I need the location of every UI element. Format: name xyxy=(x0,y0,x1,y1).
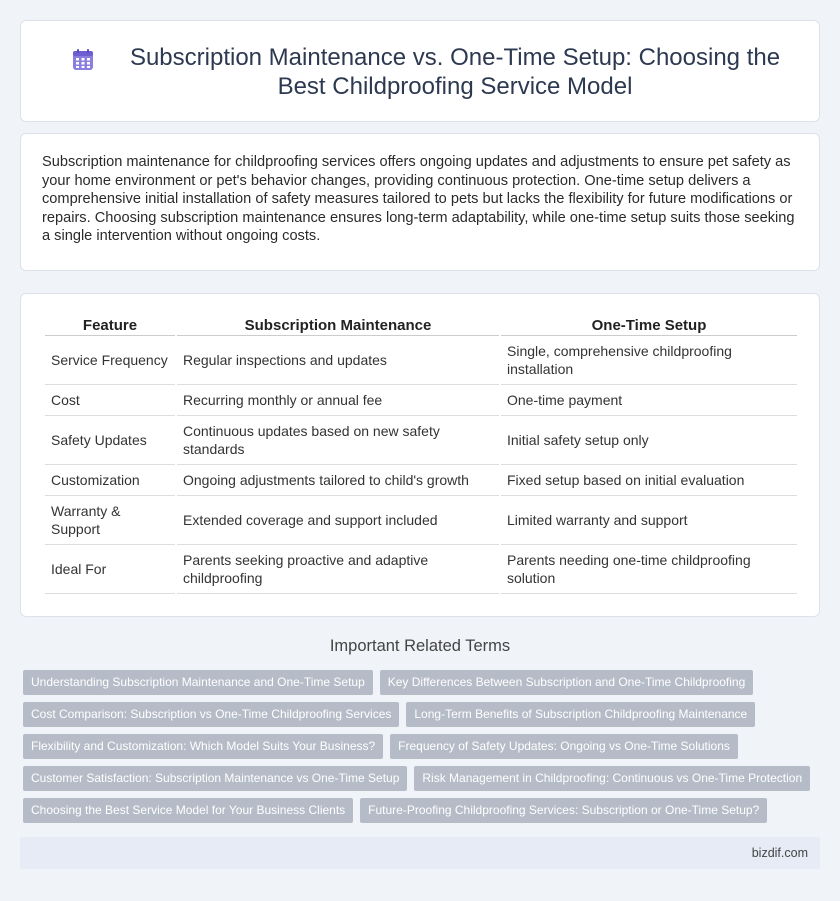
table-cell: Cost xyxy=(45,385,175,416)
table-cell: Parents needing one-time childproofing solution xyxy=(501,545,797,594)
calendar-icon xyxy=(71,48,95,72)
table-cell: Regular inspections and updates xyxy=(177,336,499,385)
header-card xyxy=(20,20,820,122)
table-row xyxy=(45,336,797,385)
table-cell: Limited warranty and support xyxy=(501,496,797,545)
table-cell: Warranty & Support xyxy=(45,496,175,545)
page-title: Subscription Maintenance vs. One-Time Setup: Choosing the Best Childproofing Service Model xyxy=(129,44,781,100)
related-term-tag[interactable]: Frequency of Safety Updates: Ongoing vs One-Time Solutions xyxy=(390,734,738,759)
table-row xyxy=(45,416,797,465)
table-cell: Parents seeking proactive and adaptive childproofing xyxy=(177,545,499,594)
table-cell: Fixed setup based on initial evaluation xyxy=(501,465,797,496)
related-term-tag[interactable]: Choosing the Best Service Model for Your Business Clients xyxy=(23,798,353,823)
table-cell: Ideal For xyxy=(45,545,175,594)
table-row xyxy=(45,385,797,416)
footer-site-link[interactable]: bizdif.com xyxy=(751,846,808,860)
related-terms-title: Important Related Terms xyxy=(329,637,511,655)
table-header-feature: Feature xyxy=(45,312,175,336)
table-cell: Extended coverage and support included xyxy=(177,496,499,545)
related-term-tag[interactable]: Understanding Subscription Maintenance and One-Time Setup xyxy=(23,670,373,695)
table-cell: Recurring monthly or annual fee xyxy=(177,385,499,416)
table-cell: Customization xyxy=(45,465,175,496)
table-row xyxy=(45,496,797,545)
table-cell: One-time payment xyxy=(501,385,797,416)
related-term-tag[interactable]: Future-Proofing Childproofing Services: Subscription or One-Time Setup? xyxy=(360,798,767,823)
related-terms-tags xyxy=(23,670,823,830)
table-row xyxy=(45,545,797,594)
related-term-tag[interactable]: Customer Satisfaction: Subscription Maintenance vs One-Time Setup xyxy=(23,766,407,791)
table-cell: Initial safety setup only xyxy=(501,416,797,465)
summary-text: Subscription maintenance for childproofing services offers ongoing updates and adjustments to ensure pet safety as your home environment or pet's behavior changes, providing continuous protection. One-time setup delivers a comprehensive initial installation of safety measures tailored to pets but lacks the flexibility for future modifications or repairs. Choosing subscription maintenance ensures long-term adaptability, while one-time setup suits those seeking a single intervention without ongoing costs. xyxy=(42,154,795,244)
related-term-tag[interactable]: Key Differences Between Subscription and One-Time Childproofing xyxy=(380,670,754,695)
comparison-table xyxy=(43,312,799,594)
table-header-one-time: One-Time Setup xyxy=(501,312,797,336)
related-term-tag[interactable]: Risk Management in Childproofing: Continuous vs One-Time Protection xyxy=(414,766,810,791)
related-term-tag[interactable]: Cost Comparison: Subscription vs One-Time Childproofing Services xyxy=(23,702,399,727)
related-term-tag[interactable]: Flexibility and Customization: Which Model Suits Your Business? xyxy=(23,734,383,759)
footer xyxy=(20,837,820,869)
table-cell: Safety Updates xyxy=(45,416,175,465)
table-cell: Continuous updates based on new safety standards xyxy=(177,416,499,465)
table-cell: Single, comprehensive childproofing installation xyxy=(501,336,797,385)
table-header-subscription: Subscription Maintenance xyxy=(177,312,499,336)
table-cell: Ongoing adjustments tailored to child's growth xyxy=(177,465,499,496)
table-cell: Service Frequency xyxy=(45,336,175,385)
related-term-tag[interactable]: Long-Term Benefits of Subscription Childproofing Maintenance xyxy=(406,702,755,727)
comparison-table-card xyxy=(20,293,820,617)
table-row xyxy=(45,465,797,496)
summary-card xyxy=(20,133,820,271)
